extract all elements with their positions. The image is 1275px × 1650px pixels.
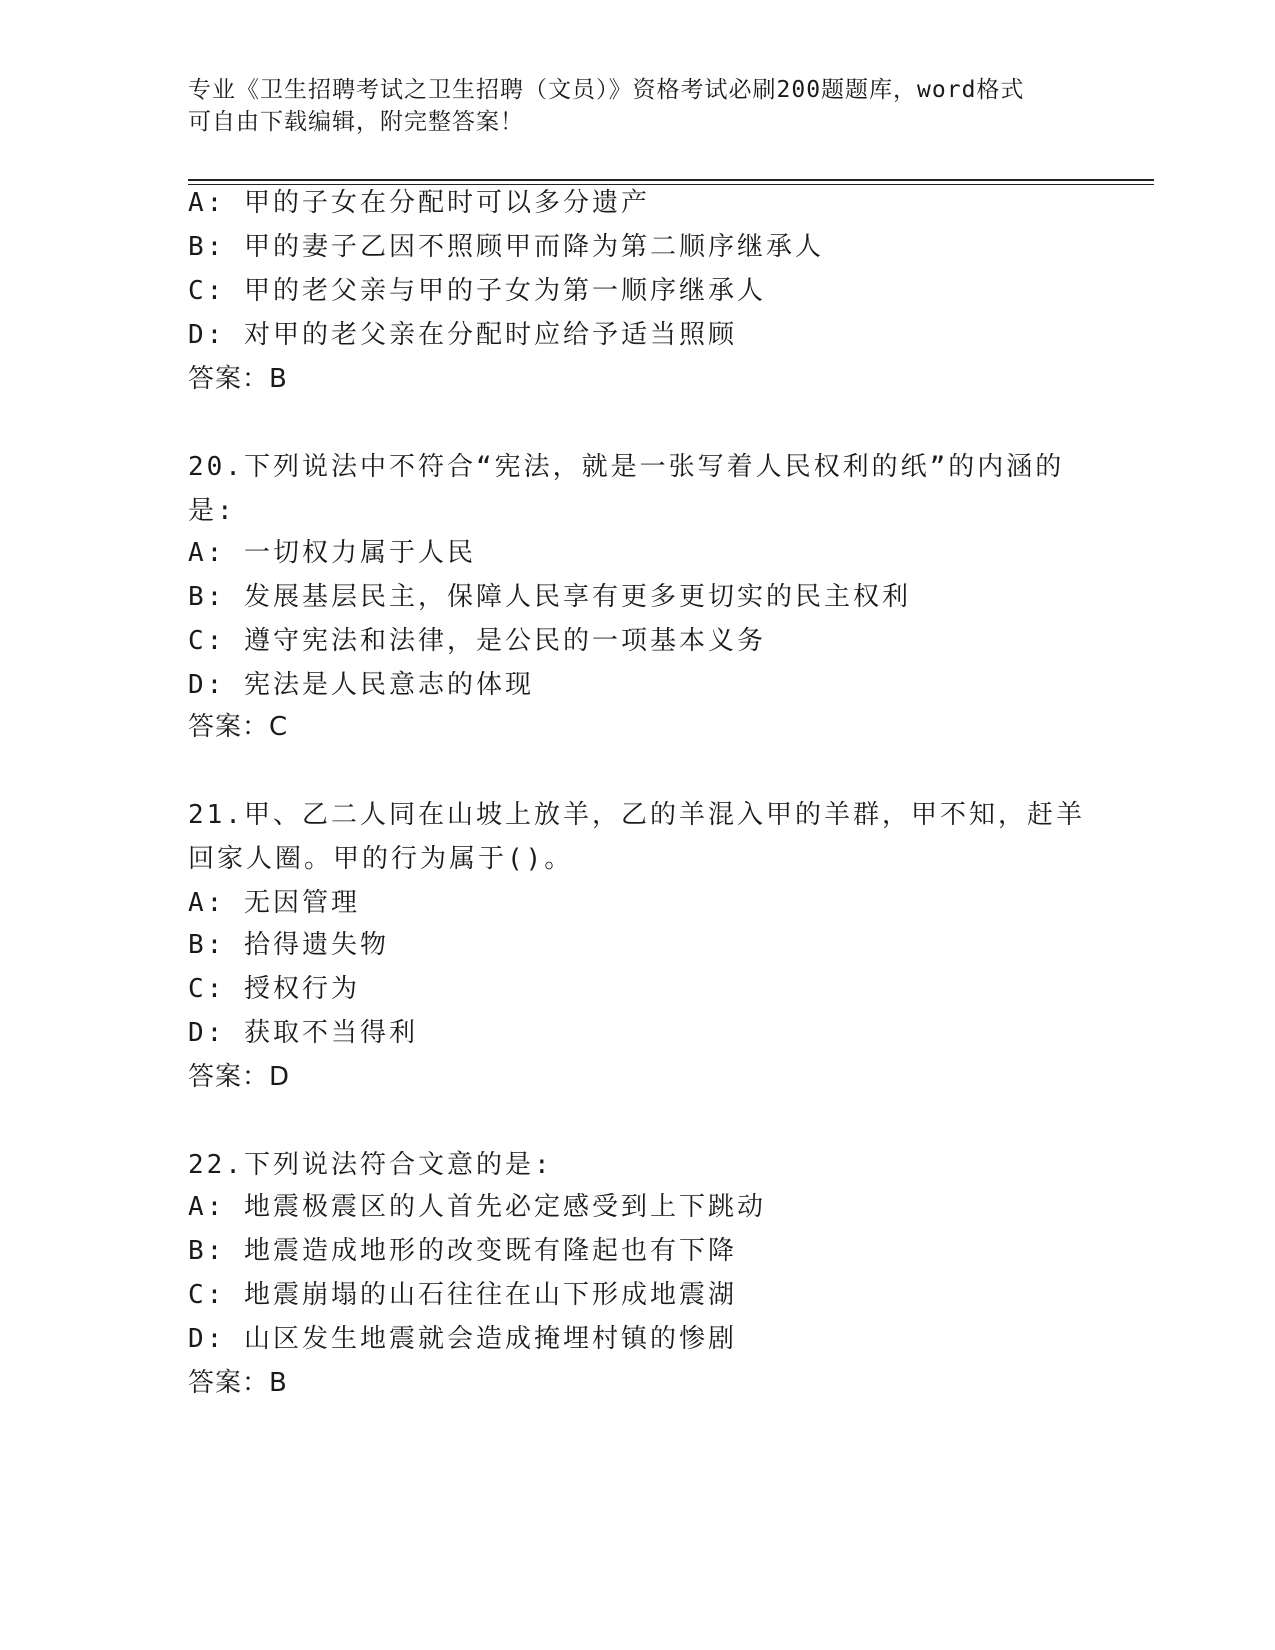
option-b: B: 地震造成地形的改变既有隆起也有下降 <box>188 1236 737 1266</box>
question-stem: 20.下列说法中不符合“宪法，就是一张写着人民权利的纸”的内涵的 <box>188 452 1065 482</box>
header-line-1: 专业《卫生招聘考试之卫生招聘（文员）》资格考试必刷200题题库，word格式 <box>188 77 1025 103</box>
header-divider <box>188 179 1154 181</box>
question-stem-cont: 回家人圈。甲的行为属于()。 <box>188 844 574 874</box>
answer: 答案：B <box>188 364 288 394</box>
option-b: B: 拾得遗失物 <box>188 930 389 960</box>
option-c: C: 遵守宪法和法律，是公民的一项基本义务 <box>188 626 766 656</box>
answer: 答案：B <box>188 1368 288 1398</box>
header-title <box>188 74 1088 138</box>
option-a: A: 地震极震区的人首先必定感受到上下跳动 <box>188 1192 766 1222</box>
option-b: B: 甲的妻子乙因不照顾甲而降为第二顺序继承人 <box>188 232 824 262</box>
header-divider-thin <box>188 184 1154 185</box>
option-d: D: 宪法是人民意志的体现 <box>188 670 534 700</box>
option-d: D: 山区发生地震就会造成掩埋村镇的惨剧 <box>188 1324 737 1354</box>
option-a: A: 一切权力属于人民 <box>188 538 476 568</box>
question-stem: 21.甲、乙二人同在山坡上放羊，乙的羊混入甲的羊群，甲不知，赶羊 <box>188 800 1085 830</box>
question-stem: 22.下列说法符合文意的是: <box>188 1150 553 1180</box>
question-stem-cont: 是: <box>188 496 236 526</box>
option-a: A: 甲的子女在分配时可以多分遗产 <box>188 188 650 218</box>
answer: 答案：C <box>188 712 289 742</box>
header-line-2: 可自由下载编辑，附完整答案！ <box>188 109 524 135</box>
option-c: C: 地震崩塌的山石往往在山下形成地震湖 <box>188 1280 737 1310</box>
option-c: C: 甲的老父亲与甲的子女为第一顺序继承人 <box>188 276 766 306</box>
option-d: D: 获取不当得利 <box>188 1018 418 1048</box>
option-b: B: 发展基层民主，保障人民享有更多更切实的民主权利 <box>188 582 911 612</box>
option-d: D: 对甲的老父亲在分配时应给予适当照顾 <box>188 320 737 350</box>
option-a: A: 无因管理 <box>188 888 360 918</box>
answer: 答案：D <box>188 1062 291 1092</box>
option-c: C: 授权行为 <box>188 974 360 1004</box>
